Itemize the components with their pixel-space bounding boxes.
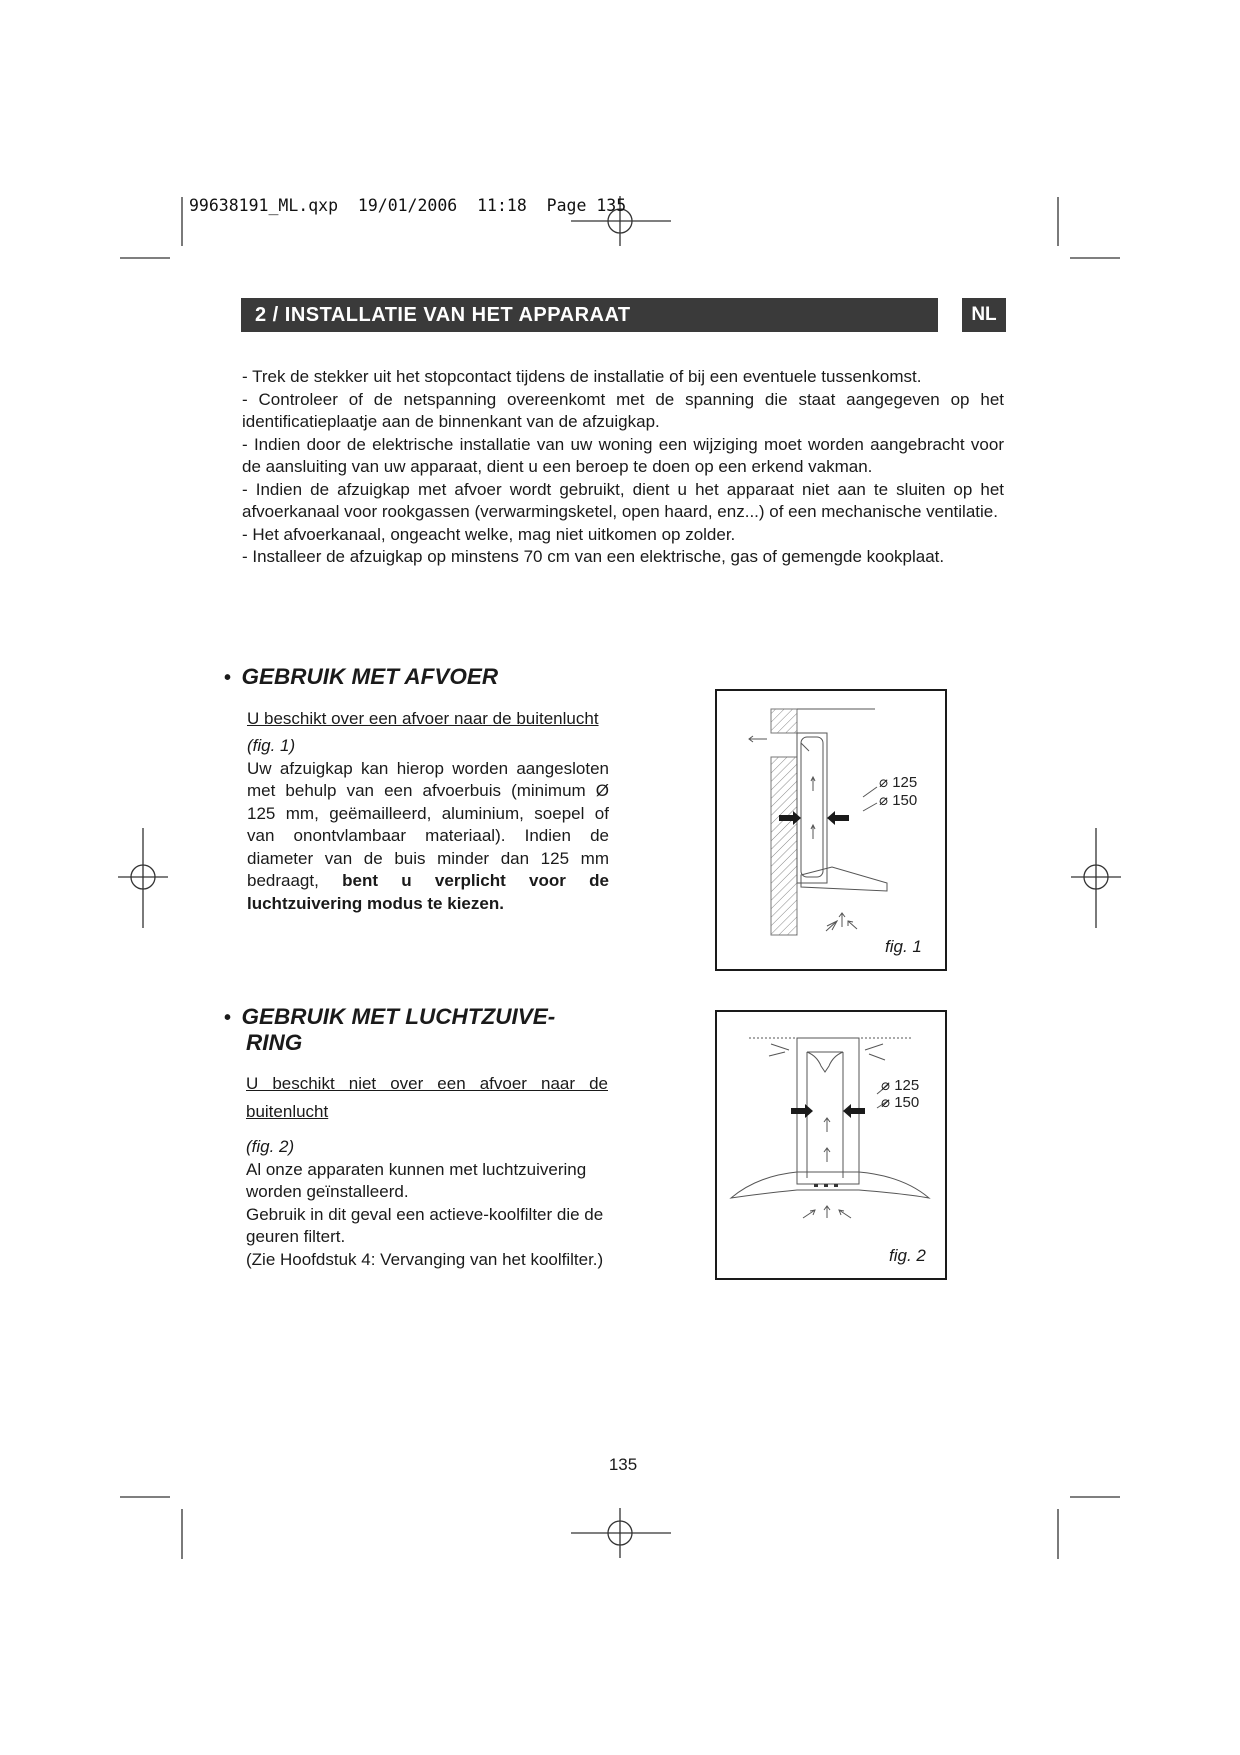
section-title-cont: RING (246, 1030, 303, 1055)
slug-time: 11:18 (477, 196, 527, 215)
list-item: - Trek de stekker uit het stopcontact tijdens de installatie of bij een eventuele tussenkomst. (242, 367, 922, 386)
list-item: - Controleer of de netspanning overeenkomt met de spanning die staat aangegeven op het identificatieplaatje aan de binnenkant van de afzuigkap. (242, 389, 1004, 431)
section-title: GEBRUIK MET AFVOER (241, 664, 499, 689)
chapter-header: 2 / INSTALLATIE VAN HET APPARAAT (241, 298, 938, 332)
slug-file: 99638191_ML.qxp (189, 196, 339, 215)
figure-caption: fig. 2 (889, 1246, 926, 1265)
section-exhaust-title (224, 664, 498, 690)
section-exhaust-body (247, 705, 609, 915)
figure-2-drawing (717, 1012, 945, 1278)
diameter-label: ⌀ 150 (879, 792, 918, 809)
section-text: Gebruik in dit geval een actieve-koolfilter die de geuren filtert. (246, 1204, 604, 1246)
printer-slug (189, 196, 626, 215)
safety-instructions (242, 366, 1004, 569)
diameter-label: ⌀ 125 (879, 774, 918, 791)
figure-caption: fig. 1 (885, 937, 922, 956)
diameter-label: ⌀ 150 (881, 1094, 920, 1111)
section-subtitle: U beschikt niet over een afvoer naar de buitenlucht (246, 1074, 608, 1121)
section-text: (Zie Hoofdstuk 4: Vervanging van het koolfilter.) (246, 1249, 604, 1269)
section-subtitle: U beschikt over een afvoer naar de buitenlucht (247, 709, 599, 728)
language-badge: NL (962, 298, 1006, 332)
section-recirculation-title (224, 1004, 555, 1056)
figure-reference: (fig. 2) (246, 1137, 295, 1156)
section-text: Al onze apparaten kunnen met luchtzuivering worden geïnstalleerd. (246, 1159, 587, 1201)
slug-page: Page 135 (546, 196, 627, 215)
list-item: - Indien door de elektrische installatie van uw woning een wijziging moet worden aangebracht voor de aansluiting van uw apparaat, dient u een beroep te doen op een erkend vakman. (242, 434, 1004, 476)
section-recirculation-body (246, 1070, 608, 1271)
figure-1-drawing (717, 691, 945, 969)
bullet: • (224, 1007, 232, 1029)
bullet: • (224, 667, 232, 689)
figure-1 (715, 689, 947, 971)
list-item: - Indien de afzuigkap met afvoer wordt gebruikt, dient u het apparaat niet aan te sluiten op het afvoerkanaal voor rookgassen (verwarmingsketel, open haard, enz...) of een mechanische ventilatie. (242, 479, 1004, 521)
list-item: - Het afvoerkanaal, ongeacht welke, mag niet uitkomen op zolder. (242, 524, 736, 544)
list-item: - Installeer de afzuigkap op minstens 70 cm van een elektrische, gas of gemengde kookplaat. (242, 547, 945, 566)
page-number: 135 (608, 1455, 638, 1474)
slug-date: 19/01/2006 (357, 196, 458, 215)
figure-reference: (fig. 1) (247, 736, 296, 755)
diameter-label: ⌀ 125 (881, 1077, 920, 1094)
section-title: GEBRUIK MET LUCHTZUIVE- (241, 1004, 556, 1029)
figure-2 (715, 1010, 947, 1280)
section-text: Uw afzuigkap kan hierop worden aangesloten met behulp van een afvoerbuis (minimum Ø 125 mm, geëmailleerd, aluminium, soepel of van onontvlambaar materiaal). Indien de diameter van de buis minder dan 125 mm bedraagt, bent u verplicht voor de luchtzuivering modus te kiezen. (247, 758, 609, 913)
section-text-bold: bent u verplicht voor de luchtzuivering modus te kiezen. (247, 871, 609, 913)
